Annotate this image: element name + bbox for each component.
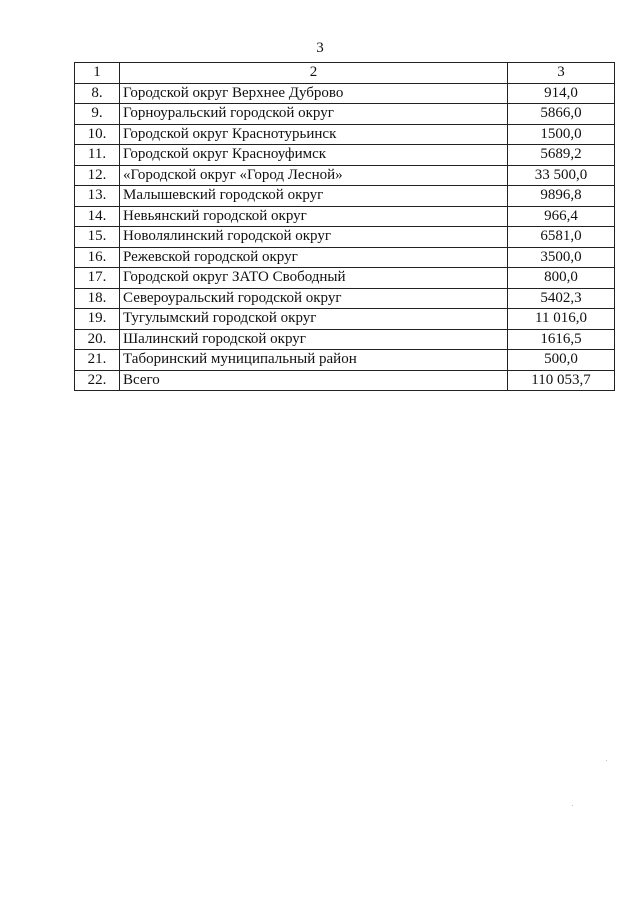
amount-cell: 800,0 [508, 268, 615, 289]
amount-cell: 11 016,0 [508, 309, 615, 330]
amount-cell: 5866,0 [508, 104, 615, 125]
municipality-name-cell: Городской округ Краснотурьинск [120, 124, 508, 145]
page-number: 3 [316, 40, 324, 56]
row-number-cell: 13. [75, 186, 120, 207]
municipality-name-cell: Новолялинский городской округ [120, 227, 508, 248]
row-number-cell: 21. [75, 350, 120, 371]
row-number-cell: 8. [75, 83, 120, 104]
row-number-cell: 18. [75, 288, 120, 309]
row-number-cell: 15. [75, 227, 120, 248]
scan-speck [606, 760, 607, 761]
amount-cell: 5689,2 [508, 145, 615, 166]
table-row [75, 165, 615, 186]
amount-cell: 9896,8 [508, 186, 615, 207]
row-number-cell: 19. [75, 309, 120, 330]
amount-cell: 500,0 [508, 350, 615, 371]
municipality-name-cell: Всего [120, 370, 508, 391]
row-number-cell: 12. [75, 165, 120, 186]
table-row [75, 206, 615, 227]
amount-cell: 914,0 [508, 83, 615, 104]
table-row [75, 329, 615, 350]
row-number-cell: 11. [75, 145, 120, 166]
column-number-header: 1 [75, 63, 120, 84]
table-row [75, 350, 615, 371]
column-name-header: 2 [120, 63, 508, 84]
amount-cell: 3500,0 [508, 247, 615, 268]
scan-speck [572, 805, 573, 806]
table-row [75, 83, 615, 104]
municipality-name-cell: Тугулымский городской округ [120, 309, 508, 330]
table-row [75, 309, 615, 330]
table-row [75, 370, 615, 391]
municipality-name-cell: Режевской городской округ [120, 247, 508, 268]
row-number-cell: 10. [75, 124, 120, 145]
table-row [75, 104, 615, 125]
table-header-row [75, 63, 615, 84]
allocation-table [74, 62, 615, 391]
amount-cell: 1616,5 [508, 329, 615, 350]
municipality-name-cell: Североуральский городской округ [120, 288, 508, 309]
municipality-name-cell: Горноуральский городской округ [120, 104, 508, 125]
row-number-cell: 17. [75, 268, 120, 289]
row-number-cell: 20. [75, 329, 120, 350]
municipality-name-cell: «Городской округ «Город Лесной» [120, 165, 508, 186]
municipality-name-cell: Малышевский городской округ [120, 186, 508, 207]
municipality-name-cell: Шалинский городской округ [120, 329, 508, 350]
row-number-cell: 14. [75, 206, 120, 227]
table-row [75, 268, 615, 289]
table-row [75, 186, 615, 207]
amount-cell: 6581,0 [508, 227, 615, 248]
municipality-name-cell: Городской округ ЗАТО Свободный [120, 268, 508, 289]
municipality-name-cell: Таборинский муниципальный район [120, 350, 508, 371]
column-value-header: 3 [508, 63, 615, 84]
municipality-name-cell: Городской округ Верхнее Дуброво [120, 83, 508, 104]
table-row [75, 227, 615, 248]
amount-cell: 110 053,7 [508, 370, 615, 391]
row-number-cell: 16. [75, 247, 120, 268]
amount-cell: 1500,0 [508, 124, 615, 145]
row-number-cell: 22. [75, 370, 120, 391]
table-row [75, 288, 615, 309]
amount-cell: 5402,3 [508, 288, 615, 309]
row-number-cell: 9. [75, 104, 120, 125]
table-row [75, 124, 615, 145]
amount-cell: 33 500,0 [508, 165, 615, 186]
municipality-name-cell: Городской округ Красноуфимск [120, 145, 508, 166]
amount-cell: 966,4 [508, 206, 615, 227]
table-row [75, 247, 615, 268]
municipality-name-cell: Невьянский городской округ [120, 206, 508, 227]
table-row [75, 145, 615, 166]
